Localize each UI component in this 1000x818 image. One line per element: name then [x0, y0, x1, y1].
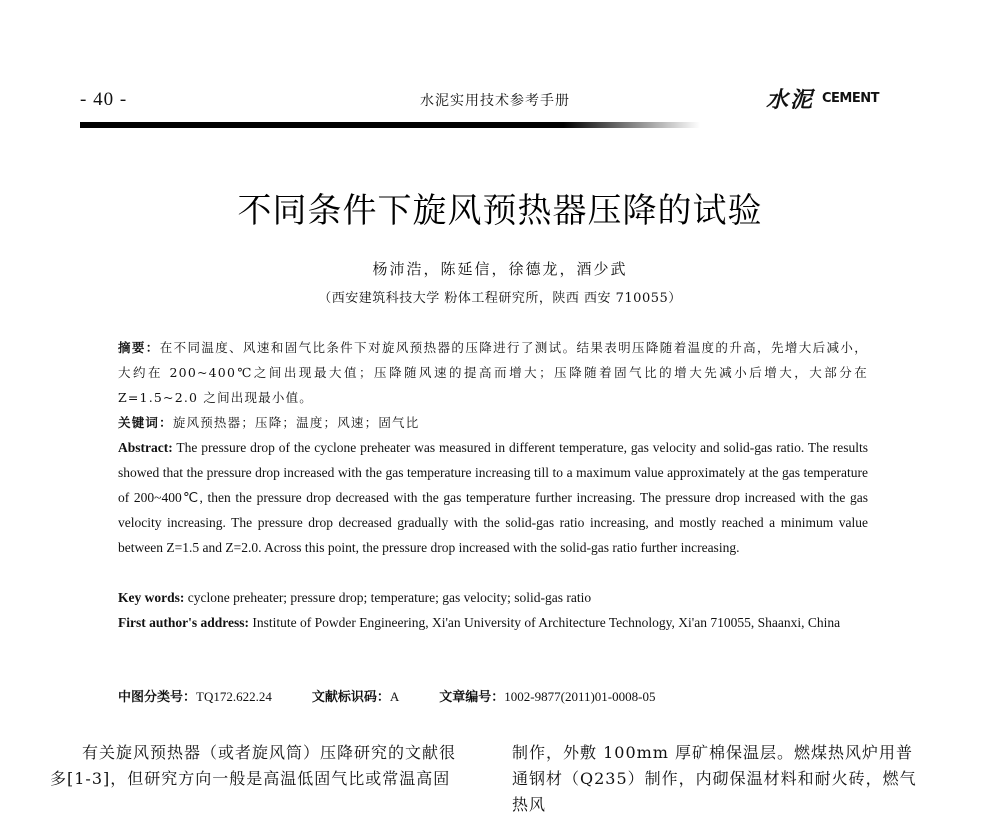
article-id-field — [439, 686, 655, 705]
logo-cn-text: 水泥 — [766, 87, 815, 113]
clc-label: 中图分类号： — [118, 690, 197, 705]
keywords-en — [118, 585, 868, 610]
article-authors: 杨沛浩，陈延信，徐德龙，酒少武 — [372, 260, 628, 278]
body-column-left: 有关旋风预热器（或者旋风筒）压降研究的文献很多[1-3]，但研究方向一般是高温低固气比或常温高固 — [50, 743, 457, 788]
keywords-cn-label: 关键词： — [118, 415, 173, 430]
article-title: 不同条件下旋风预热器压降的试验 — [237, 191, 763, 231]
keywords-en-label: Key words: — [118, 590, 185, 605]
clc-value: TQ172.622.24 — [196, 689, 272, 704]
abstract-en-text: The pressure drop of the cyclone preheater was measured in different temperature, gas velocity and solid-gas ratio. The results showed that the pressure drop increased with the gas temperature increasing till to a maximum value approximately at the gas temperature of 200~400℃, then the pressure drop decreased with the gas temperature further increasing. The pressure drop increased with the gas velocity increasing. The pressure drop decreased gradually with the solid-gas ratio increasing, and mostly reached a minimum value between Z=1.5 and Z=2.0. Across this point, the pressure drop increased with the solid-gas ratio further increasing. — [118, 440, 868, 555]
doc-code-label: 文献标识码： — [311, 690, 390, 705]
abstract-cn-label: 摘要： — [118, 340, 160, 355]
running-title: 水泥实用技术参考手册 — [420, 93, 570, 109]
article-id-value: 1002-9877(2011)01-0008-05 — [504, 689, 656, 704]
page-number: - 40 - — [80, 89, 128, 110]
first-author-address — [118, 610, 868, 635]
journal-logo — [766, 83, 879, 114]
first-author-address-text: Institute of Powder Engineering, Xi'an University of Architecture Technology, Xi'an 710055, Shaanxi, China — [249, 615, 841, 630]
logo-en-text: CEMENT — [822, 91, 880, 106]
abstract-cn — [118, 335, 868, 410]
classification-line — [118, 686, 655, 705]
doc-code-value: A — [389, 689, 400, 704]
doc-code-field — [312, 686, 399, 705]
first-author-address-label: First author's address: — [118, 615, 250, 630]
article-id-label: 文章编号： — [439, 690, 505, 705]
article-affiliation: （西安建筑科技大学 粉体工程研究所，陕西 西安 710055） — [318, 291, 682, 306]
keywords-cn — [118, 410, 868, 435]
header-rule-divider — [80, 122, 700, 128]
abstract-en-label: Abstract: — [118, 440, 173, 455]
keywords-cn-text: 旋风预热器；压降；温度；风速；固气比 — [172, 415, 420, 430]
keywords-en-text: cyclone preheater; pressure drop; temperature; gas velocity; solid-gas ratio — [184, 590, 592, 605]
abstract-cn-text: 在不同温度、风速和固气比条件下对旋风预热器的压降进行了测试。结果表明压降随着温度的升高，先增大后减小，大约在 200~400℃之间出现最大值；压降随风速的提高而增大；压降随着固气比的增大先减小后增大，大部分在 Z=1.5~2.0 之间出现最小值。 — [118, 340, 869, 405]
body-column-right: 制作，外敷 100mm 厚矿棉保温层。燃煤热风炉用普通钢材（Q235）制作，内砌保温材料和耐火砖，燃气热风 — [512, 743, 917, 814]
abstract-en — [118, 435, 868, 560]
clc-field — [118, 686, 272, 705]
